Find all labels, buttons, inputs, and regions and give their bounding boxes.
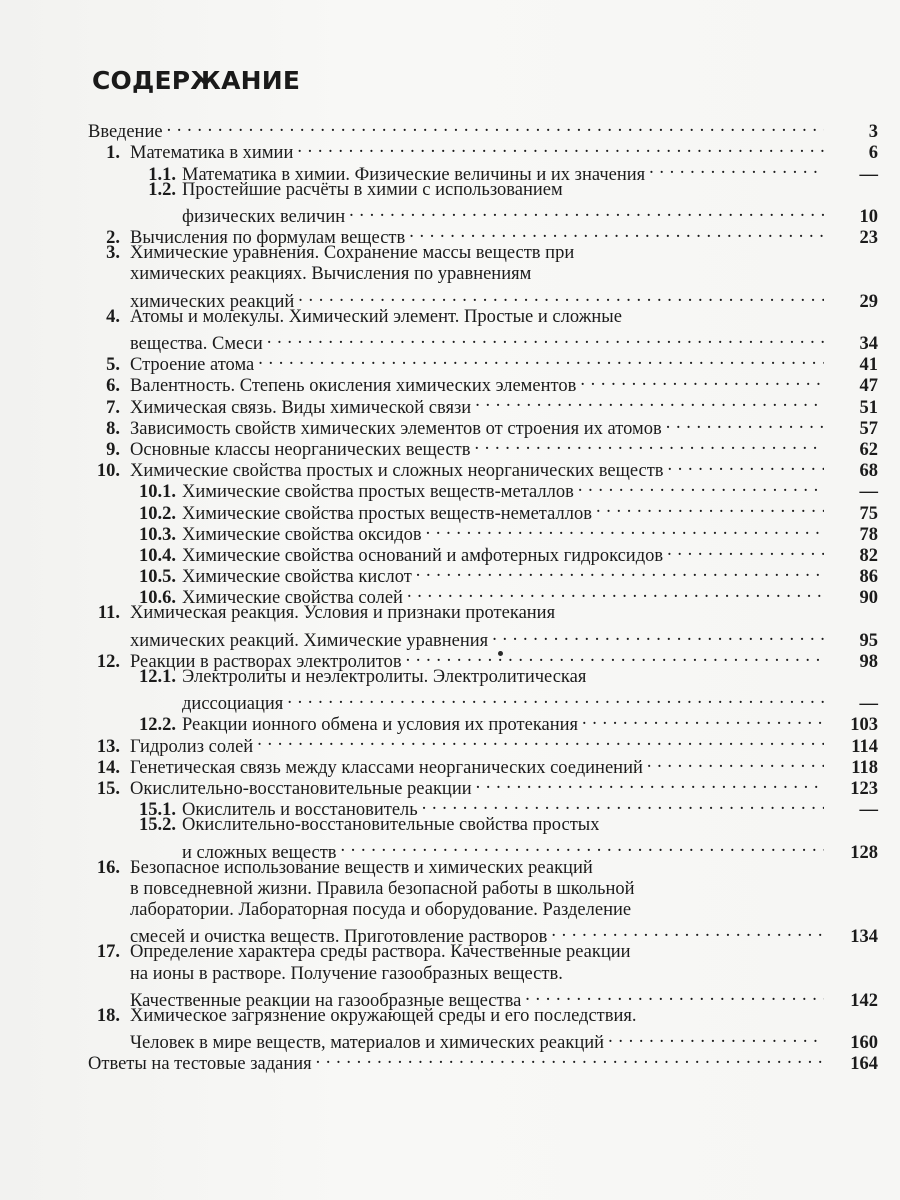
section-number: 7. xyxy=(106,397,120,418)
section-title: физических величин xyxy=(182,206,346,227)
toc-entry xyxy=(88,709,878,736)
toc-line xyxy=(88,540,878,566)
toc-entry xyxy=(88,561,878,588)
leader-dots xyxy=(580,370,824,391)
toc-entry xyxy=(88,306,878,355)
toc-line xyxy=(88,625,878,651)
page-number: 98 xyxy=(859,651,878,672)
section-title: диссоциация xyxy=(182,694,284,715)
section-title: Простейшие расчёты в химии с использованием xyxy=(182,179,563,200)
leader-dots xyxy=(476,773,824,794)
section-number: 11. xyxy=(97,603,120,624)
leader-dots xyxy=(258,349,824,370)
section-number: 10. xyxy=(96,461,120,482)
section-title: Химическая связь. Виды химической связи xyxy=(130,397,472,418)
toc-entry xyxy=(88,370,878,397)
toc-line xyxy=(88,667,878,688)
section-number: 2. xyxy=(106,228,120,249)
page-number: — xyxy=(859,694,878,715)
toc-line xyxy=(88,370,878,397)
page-number: 114 xyxy=(851,736,878,757)
toc-line xyxy=(88,349,878,376)
page-number: 86 xyxy=(859,567,878,588)
toc-entry xyxy=(88,179,878,227)
section-title: Химические свойства кислот xyxy=(182,567,412,588)
toc-line xyxy=(88,773,878,799)
leader-dots xyxy=(475,391,824,412)
section-title: Зависимость свойств химических элементов от строения их атомов xyxy=(130,418,662,439)
page-number: 103 xyxy=(850,715,878,736)
toc-entry xyxy=(88,116,878,143)
page-number: 118 xyxy=(851,757,878,778)
section-title: Качественные реакции на газообразные вещества xyxy=(130,990,522,1011)
section-number: 12. xyxy=(96,651,120,672)
toc-line xyxy=(88,1006,878,1027)
section-title: на ионы в растворе. Получение газообразных веществ. xyxy=(130,963,563,984)
leader-dots xyxy=(596,497,824,518)
table-of-contents xyxy=(88,116,878,1075)
toc-entry xyxy=(88,391,878,418)
page-number: 75 xyxy=(859,503,878,524)
toc-entry xyxy=(88,1048,878,1075)
section-title: Химическая реакция. Условия и признаки протекания xyxy=(130,603,556,624)
page-number: 23 xyxy=(859,228,878,249)
section-title: Валентность. Степень окисления химических элементов xyxy=(130,376,577,397)
page-number: 41 xyxy=(859,355,878,376)
leader-dots xyxy=(257,730,824,751)
section-number: 3. xyxy=(106,243,120,264)
toc-entry xyxy=(88,222,878,249)
section-number: 9. xyxy=(106,440,120,460)
toc-line xyxy=(88,434,878,460)
section-number: 15.1. xyxy=(139,800,176,821)
section-title: Человек в мире веществ, материалов и химических реакций xyxy=(130,1033,605,1054)
toc-entry xyxy=(88,752,878,778)
section-title: Химические свойства простых веществ-неметаллов xyxy=(182,503,592,524)
toc-line xyxy=(88,858,878,879)
leader-dots xyxy=(474,434,824,455)
page-number: 82 xyxy=(859,545,878,566)
toc-line xyxy=(88,709,878,736)
section-title: Окислитель и восстановитель xyxy=(182,800,418,821)
toc-line xyxy=(88,137,878,164)
toc-line xyxy=(88,264,878,285)
section-number: 10.5. xyxy=(139,567,176,588)
leader-dots xyxy=(316,1048,824,1069)
section-title: Атомы и молекулы. Химический элемент. Простые и сложные xyxy=(130,306,622,327)
section-title: Генетическая связь между классами неорганических соединений xyxy=(130,757,643,778)
section-number: 10.6. xyxy=(139,588,176,609)
section-title: Электролиты и неэлектролиты. Электролитическая xyxy=(182,666,587,687)
toc-line xyxy=(88,222,878,249)
section-title: Вычисления по формулам веществ xyxy=(130,228,406,249)
page-number: 78 xyxy=(859,524,878,545)
page-number: 164 xyxy=(850,1054,878,1075)
toc-line xyxy=(88,921,878,948)
toc-line xyxy=(88,201,878,227)
section-number: 15.2. xyxy=(139,815,176,836)
section-title: Реакции ионного обмена и условия их протекания xyxy=(182,715,579,736)
leader-dots xyxy=(341,836,824,857)
print-speck xyxy=(498,651,503,656)
section-title: Математика в химии xyxy=(130,143,294,164)
page-number: — xyxy=(859,164,878,185)
section-title: Ответы на тестовые задания xyxy=(88,1054,312,1075)
toc-line xyxy=(88,158,878,185)
toc-entry xyxy=(88,519,878,545)
page-number: 10 xyxy=(859,206,878,227)
leader-dots xyxy=(298,286,824,307)
page-number: 47 xyxy=(859,376,878,397)
section-title: Химическое загрязнение окружающей среды и его последствия. xyxy=(130,1005,637,1026)
section-title: Реакции в растворах электролитов xyxy=(130,651,402,672)
toc-line xyxy=(88,985,878,1011)
toc-entry xyxy=(88,413,878,439)
leader-dots xyxy=(287,688,824,709)
toc-line xyxy=(88,328,878,355)
section-title: Химические уравнения. Сохранение массы веществ при xyxy=(130,243,575,264)
page-number: 160 xyxy=(850,1033,878,1054)
toc-line xyxy=(88,243,878,264)
section-title: Химические свойства оксидов xyxy=(182,524,422,545)
leader-dots xyxy=(409,222,824,243)
section-title: Химические свойства простых веществ-металлов xyxy=(182,482,574,503)
section-title: Математика в химии. Физические величины и их значения xyxy=(182,164,646,185)
section-number: 12.2. xyxy=(139,715,176,736)
page-number: 90 xyxy=(859,588,878,609)
toc-line xyxy=(88,836,878,863)
toc-line xyxy=(88,561,878,588)
toc-entry xyxy=(88,434,878,460)
toc-line xyxy=(88,519,878,545)
section-number: 18. xyxy=(96,1005,120,1026)
toc-line xyxy=(88,964,878,985)
section-number: 6. xyxy=(106,376,120,397)
toc-line xyxy=(88,1027,878,1054)
leader-dots xyxy=(666,413,824,434)
section-title: Окислительно-восстановительные свойства простых xyxy=(182,815,600,836)
toc-line xyxy=(88,942,878,963)
section-title: химических реакциях. Вычисления по уравнениям xyxy=(130,264,532,285)
toc-entry xyxy=(88,158,878,185)
page-number: 29 xyxy=(859,291,878,312)
toc-line xyxy=(88,603,878,624)
section-title: Введение xyxy=(88,122,163,143)
section-title: Определение характера среды раствора. Качественные реакции xyxy=(130,942,631,963)
page-number: 6 xyxy=(868,143,878,164)
section-title: Окислительно-восстановительные реакции xyxy=(130,779,472,799)
section-number: 10.3. xyxy=(139,524,176,545)
toc-line xyxy=(88,497,878,524)
page-number: 51 xyxy=(859,397,878,418)
page-title: СОДЕРЖАНИЕ xyxy=(92,66,301,95)
section-title: вещества. Смеси xyxy=(130,334,263,355)
section-title: в повседневной жизни. Правила безопасной работы в школьной xyxy=(130,878,635,899)
toc-line xyxy=(88,1048,878,1075)
toc-line xyxy=(88,752,878,778)
leader-dots xyxy=(649,158,824,179)
page-number: — xyxy=(859,482,878,503)
toc-entry xyxy=(88,730,878,757)
leader-dots xyxy=(406,646,824,667)
leader-dots xyxy=(608,1027,824,1048)
section-title: и сложных веществ xyxy=(182,842,337,863)
section-title: Гидролиз солей xyxy=(130,736,254,757)
toc-entry xyxy=(88,646,878,672)
toc-entry xyxy=(88,815,878,863)
section-number: 10.1. xyxy=(139,482,176,503)
section-number: 15. xyxy=(96,779,120,799)
toc-entry xyxy=(88,476,878,503)
toc-line xyxy=(88,815,878,836)
toc-entry xyxy=(88,942,878,1011)
leader-dots xyxy=(492,625,824,646)
page-number: 68 xyxy=(859,461,878,482)
toc-line xyxy=(88,413,878,439)
page-number: — xyxy=(859,800,878,821)
leader-dots xyxy=(647,752,824,773)
toc-line xyxy=(88,116,878,143)
toc-entry xyxy=(88,137,878,164)
section-number: 10.2. xyxy=(139,503,176,524)
toc-entry xyxy=(88,349,878,376)
page-number: 62 xyxy=(859,440,878,460)
toc-line xyxy=(88,476,878,503)
leader-dots xyxy=(349,201,824,222)
leader-dots xyxy=(578,476,824,497)
page-number: 3 xyxy=(868,122,878,143)
toc-line xyxy=(88,879,878,900)
page-number: 57 xyxy=(859,418,878,439)
toc-entry xyxy=(88,455,878,482)
section-number: 10.4. xyxy=(139,545,176,566)
toc-line xyxy=(88,180,878,201)
page-number: 134 xyxy=(850,927,878,948)
section-number: 1.2. xyxy=(148,179,176,200)
leader-dots xyxy=(267,328,824,349)
section-number: 12.1. xyxy=(139,666,176,687)
toc-entry xyxy=(88,666,878,715)
toc-entry xyxy=(88,773,878,799)
page-number: 128 xyxy=(850,842,878,863)
toc-entry xyxy=(88,1005,878,1054)
section-title: лаборатории. Лабораторная посуда и оборудование. Разделение xyxy=(130,899,632,920)
toc-entry xyxy=(88,582,878,609)
leader-dots xyxy=(551,921,824,942)
leader-dots xyxy=(525,985,824,1006)
section-number: 1. xyxy=(106,143,120,164)
toc-line xyxy=(88,688,878,715)
leader-dots xyxy=(426,519,824,540)
section-title: Химические свойства простых и сложных неорганических веществ xyxy=(130,461,664,482)
leader-dots xyxy=(422,794,824,815)
section-number: 4. xyxy=(106,306,120,327)
leader-dots xyxy=(407,582,824,603)
toc-line xyxy=(88,730,878,757)
toc-entry xyxy=(88,243,878,312)
toc-line xyxy=(88,582,878,609)
toc-line xyxy=(88,286,878,312)
page-number: 142 xyxy=(850,990,878,1011)
section-title: смесей и очистка веществ. Приготовление растворов xyxy=(130,927,548,948)
leader-dots xyxy=(297,137,824,158)
section-title: Строение атома xyxy=(130,355,255,376)
page-number: 123 xyxy=(850,779,878,799)
section-number: 8. xyxy=(106,418,120,439)
section-title: химических реакций. Химические уравнения xyxy=(130,630,489,651)
toc-entry xyxy=(88,540,878,566)
toc-line xyxy=(88,307,878,328)
leader-dots xyxy=(582,709,824,730)
section-title: Основные классы неорганических веществ xyxy=(130,440,471,460)
section-title: химических реакций xyxy=(130,291,295,312)
leader-dots xyxy=(667,540,824,561)
section-number: 1.1. xyxy=(148,164,176,185)
toc-entry xyxy=(88,794,878,821)
toc-line xyxy=(88,794,878,821)
section-number: 5. xyxy=(106,355,120,376)
page-number: 95 xyxy=(859,630,878,651)
toc-line xyxy=(88,646,878,672)
toc-line xyxy=(88,391,878,418)
section-number: 16. xyxy=(96,857,120,878)
section-number: 14. xyxy=(96,757,120,778)
section-title: Химические свойства солей xyxy=(182,588,403,609)
leader-dots xyxy=(416,561,824,582)
toc-entry xyxy=(88,857,878,948)
toc-entry xyxy=(88,603,878,651)
leader-dots xyxy=(668,455,824,476)
page-number: 34 xyxy=(859,334,878,355)
toc-line xyxy=(88,455,878,482)
section-number: 13. xyxy=(96,736,120,757)
section-number: 17. xyxy=(96,942,120,963)
toc-line xyxy=(88,900,878,921)
leader-dots xyxy=(167,116,824,137)
toc-entry xyxy=(88,497,878,524)
section-title: Химические свойства оснований и амфотерных гидроксидов xyxy=(182,545,664,566)
section-title: Безопасное использование веществ и химических реакций xyxy=(130,857,593,878)
